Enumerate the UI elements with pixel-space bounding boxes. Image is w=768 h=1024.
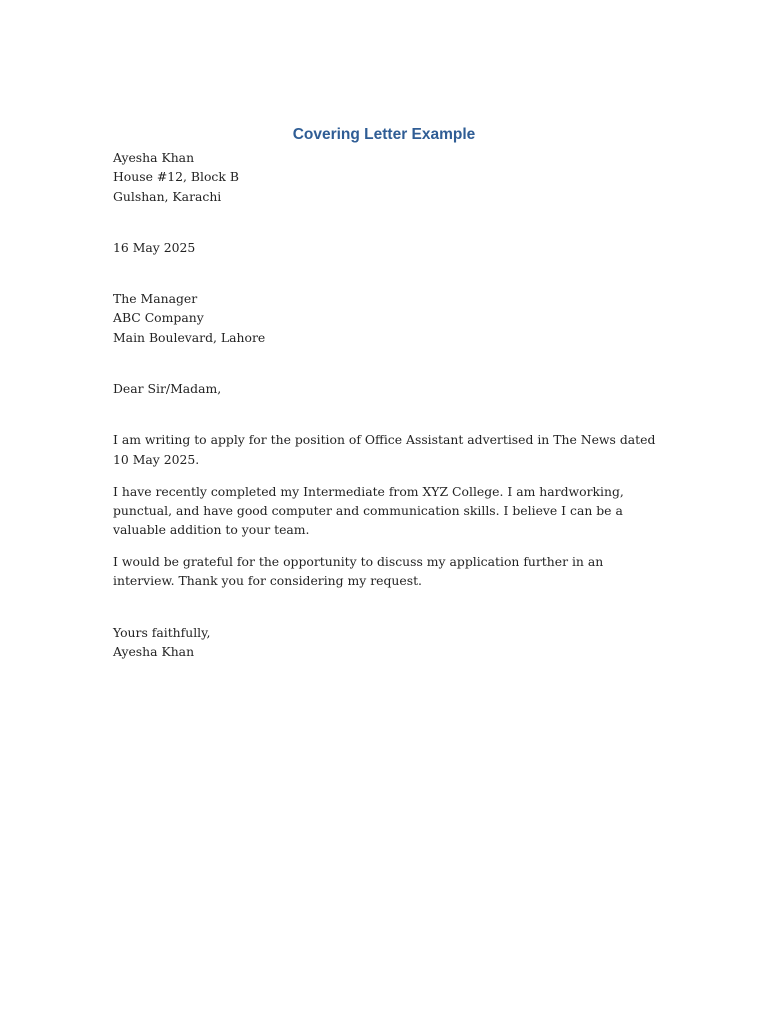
recipient-company: ABC Company <box>113 310 204 326</box>
spacer <box>113 347 658 379</box>
spacer <box>113 398 658 430</box>
closing: Yours faithfully, <box>113 624 211 640</box>
signature-name: Ayesha Khan <box>113 643 195 659</box>
letter-date: 16 May 2025 <box>113 239 196 255</box>
sender-address-line1: House #12, Block B <box>113 169 239 185</box>
salutation: Dear Sir/Madam, <box>113 381 222 397</box>
paragraph-3: I would be grateful for the opportunity to discuss my application further in an interview. Thank you for considering my request. <box>113 554 604 589</box>
recipient-block <box>113 289 658 347</box>
letter-body <box>113 148 658 661</box>
document-title: Covering Letter Example <box>292 126 476 143</box>
spacer <box>113 469 658 482</box>
spacer <box>113 591 658 623</box>
spacer <box>113 206 658 238</box>
sender-name: Ayesha Khan <box>113 150 195 165</box>
spacer <box>113 539 658 552</box>
spacer <box>113 257 658 289</box>
sender-block <box>113 148 658 206</box>
paragraph-1: I am writing to apply for the position of Office Assistant advertised in The News dated 10 May 2025. <box>113 432 656 467</box>
paragraph-2: I have recently completed my Intermediate from XYZ College. I am hardworking, punctual, and have good computer and communication skills. I believe I can be a valuable addition to your team. <box>113 483 624 538</box>
recipient-title: The Manager <box>113 291 198 307</box>
sender-address-line2: Gulshan, Karachi <box>113 188 222 204</box>
recipient-address: Main Boulevard, Lahore <box>113 329 266 345</box>
